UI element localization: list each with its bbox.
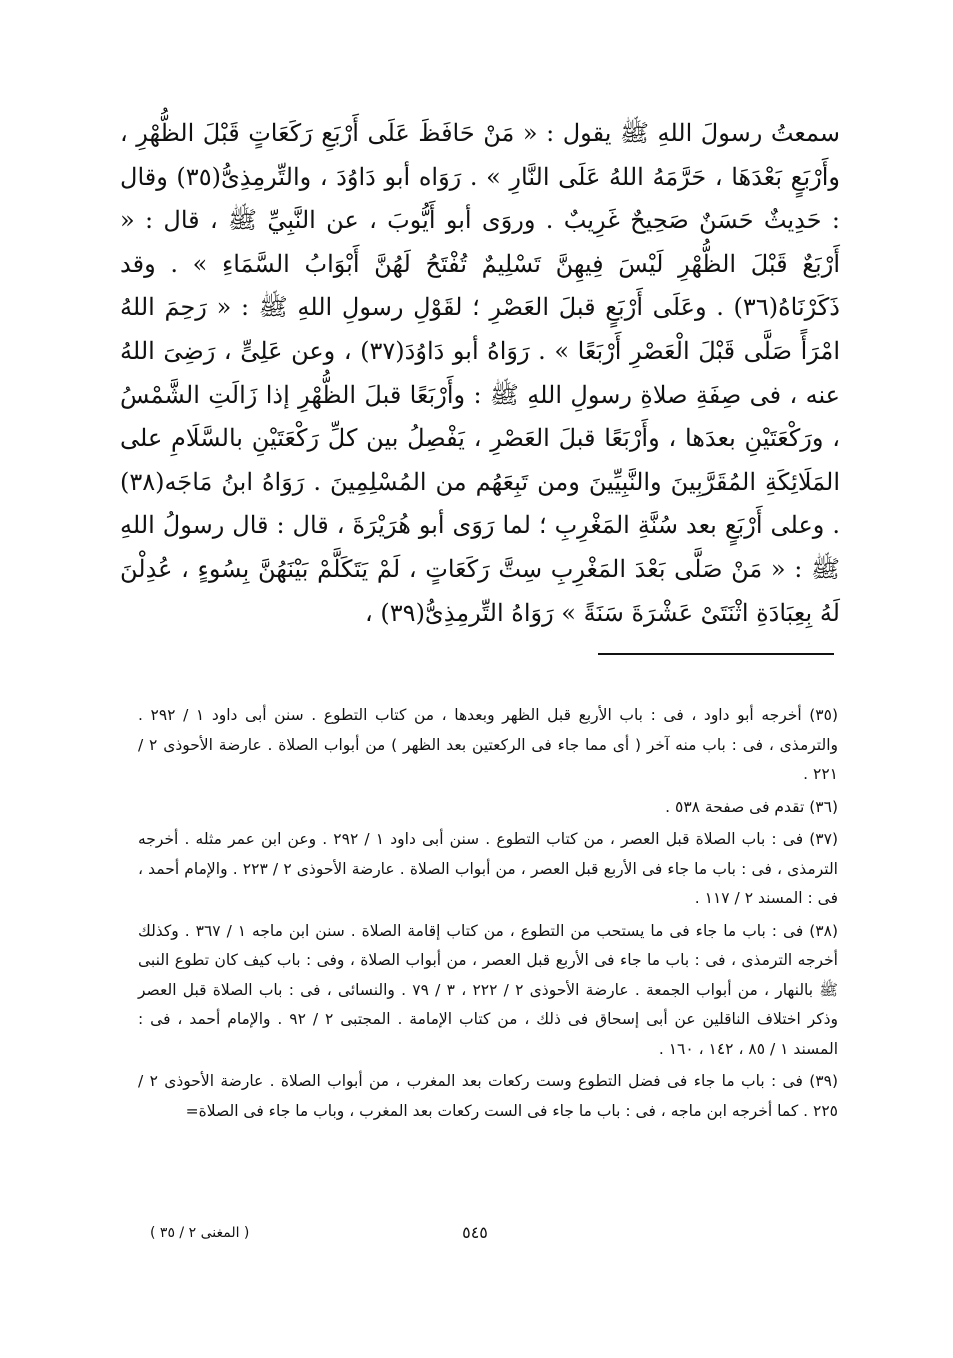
footnote-37: (٣٧) فى : باب الصلاة قبل العصر ، من كتاب التطوع . سنن أبى داود ١ / ٢٩٢ . وعن ابن عمر مثله . أخرجه الترمذى ، فى : باب ما جاء فى الأربع قبل العصر ، من أبواب الصلاة . عارضة الأحوذى ٢ / ٢٢٣ . والإمام أحمد ، فى : المسند ٢ / ١١٧ . xyxy=(138,830,839,907)
footnotes-section xyxy=(138,701,838,1129)
main-paragraph: سمعتُ رسولَ اللهِ ﷺ يقول : « مَنْ حَافَظَ عَلَى أَرْبَعِ رَكَعَاتٍ قَبْلَ الظُّهْرِ ، وأَرْبَعٍ بَعْدَهَا ، حَرَّمَهُ اللهُ عَلَى النَّارِ » . رَوَاه أبو دَاوُدَ ، والتِّرمِذِىُّ(٣٥) وقال : حَدِيثٌ حَسَنٌ صَحِيحٌ غَرِيبٌ . وروَى أبو أَيُّوبَ ، عن النَّبِيِّ ﷺ ، قال : « أَرْبَعٌ قَبْلَ الظُّهْرِ لَيْسَ فِيهِنَّ تَسْلِيمٌ تُفْتَحُ لَهُنَّ أَبْوَابُ السَّمَاءِ » . وقد ذَكَرْنَاهُ(٣٦) . وعَلَى أَرْبَعٍ قبلَ العَصْرِ ؛ لقَوْلِ رسولِ اللهِ ﷺ : « رَحِمَ اللهُ امْرَأً صَلَّى قَبْلَ الْعَصْرِ أَرْبَعًا » . رَوَاهُ أبو دَاوُدَ(٣٧) ، وعن عَلِىٍّ ، رَضِىَ اللهُ عنه ، فى صِفَةِ صلاةِ رسولِ اللهِ ﷺ : وأَرْبَعًا قبلَ الظُّهْرِ إذا زَالَتِ الشَّمْسُ ، ورَكْعَتَيْنِ بعدَها ، وأَرْبَعًا قبلَ العَصْرِ ، يَفْصِلُ بين كلِّ رَكْعَتَيْنِ بالسَّلَامِ على المَلَائِكَةِ المُقَرَّبِينَ والنَّبِيِّينَ ومن تَبِعَهُم من المُسْلِمِينَ . رَوَاهُ ابنُ مَاجَه(٣٨) . وعلى أَرْبَعٍ بعد سُنَّةِ المَغْرِبِ ؛ لما رَوَى أبو هُرَيْرَةَ ، قال : قال رسولُ اللهِ ﷺ : « مَنْ صَلَّى بَعْدَ المَغْرِبِ سِتَّ رَكَعَاتٍ ، لَمْ يَتَكَلَّمْ بَيْنَهُنَّ بِسُوءٍ ، عُدِلْنَ لَهُ بِعِبَادَةِ اثْنَتَىْ عَشْرَةَ سَنَةً » رَوَاهُ التِّرمِذِىُّ(٣٩) ، xyxy=(120,119,841,627)
main-text-block xyxy=(120,112,840,635)
footnote-35: (٣٥) أخرجه أبو داود ، فى : باب الأربع قبل الظهر وبعدها ، من كتاب التطوع . سنن أبى داود ١ / ٢٩٢ . والترمذى ، فى : باب منه آخر ( أى مما جاء فى الركعتين بعد الظهر ) من أبواب الصلاة . عارضة الأحوذى ٢ / ٢٢١ . xyxy=(138,706,839,783)
volume-signature: ( المغنى ٢ / ٣٥ ) xyxy=(150,1225,250,1241)
footnote-39: (٣٩) فى : باب ما جاء فى فضل التطوع وست ركعات بعد المغرب ، من أبواب الصلاة . عارضة الأحوذى ٢ / ٢٢٥ . كما أخرجه ابن ماجه ، فى : باب ما جاء فى الست ركعات بعد المغرب ، وباب ما جاء فى الصلاة= xyxy=(138,1072,838,1120)
footnote-38: (٣٨) فى : باب ما جاء فى ما يستحب من التطوع ، من كتاب إقامة الصلاة . سنن ابن ماجه ١ / ٣٦٧ . وكذلك أخرجه الترمذى ، فى : باب ما جاء فى الأربع قبل العصر ، من أبواب الصلاة ، وفى : باب كيف كان تطوع النبى ﷺ بالنهار ، من أبواب الجمعة . عارضة الأحوذى ٢ / ٢٢٢ ، ٣ / ٧٩ . والنسائى ، فى : باب الصلاة قبل العصر وذكر اختلاف الناقلين عن أبى إسحاق فى ذلك ، من كتاب الإمامة . المجتبى ٢ / ٩٢ . والإمام أحمد ، فى : المسند ١ / ٨٥ ، ١٤٢ ، ١٦٠ . xyxy=(138,921,839,1058)
footnote-36: (٣٦) تقدم فى صفحة ٥٣٨ . xyxy=(665,797,838,816)
page-number: ٥٤٥ xyxy=(462,1223,488,1242)
footnote-divider xyxy=(598,653,834,655)
